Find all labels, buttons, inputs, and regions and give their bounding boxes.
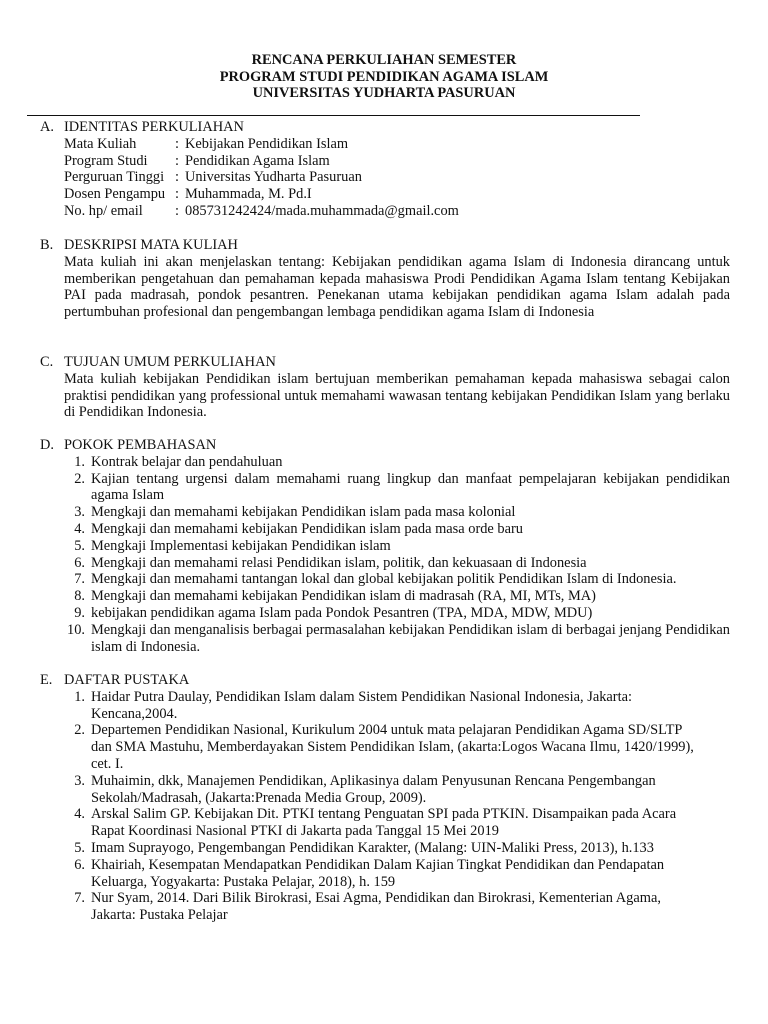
identity-label: Mata Kuliah: [64, 135, 137, 152]
section-letter: B.: [40, 237, 54, 253]
reference-item: [64, 857, 730, 891]
document-header: [0, 52, 768, 102]
section-title: IDENTITAS PERKULIAHAN: [64, 119, 244, 135]
topic-item: [64, 622, 730, 656]
reference-number: 7.: [74, 890, 85, 907]
identity-separator: :: [175, 186, 179, 203]
identity-separator: :: [175, 135, 179, 152]
reference-item: [64, 806, 730, 840]
section-paragraph: Mata kuliah kebijakan Pendidikan islam bertujuan memberikan pemahaman kepada mahasiswa sebagai calon praktisi pendidikan yang professional untuk memahami wawasan tentang kebijakan Pendidikan Islam yang berlaku di Pendidikan Indonesia.: [64, 370, 730, 421]
section-tujuan: [40, 354, 730, 421]
identity-label: Program Studi: [64, 152, 148, 169]
topic-item: [64, 538, 730, 555]
reference-text: Nur Syam, 2014. Dari Bilik Birokrasi, Esai Agma, Pendidikan dan Birokrasi, Kementerian Agama, Jakarta: Pustaka Pelajar: [91, 890, 661, 924]
reference-item: [64, 890, 730, 924]
topic-number: 8.: [74, 588, 85, 605]
identity-row: [64, 186, 730, 203]
topic-item: [64, 471, 730, 505]
topic-text: Mengkaji dan memahami tantangan lokal dan global kebijakan politik Pendidikan Islam di Indonesia.: [91, 571, 677, 588]
references-list: [64, 689, 730, 924]
identity-table: [40, 136, 730, 220]
reference-number: 5.: [74, 839, 85, 856]
reference-item: [64, 689, 730, 723]
section-daftar-pustaka: [40, 672, 730, 924]
topics-list: [64, 454, 730, 656]
topic-number: 3.: [74, 504, 85, 521]
reference-item: [64, 722, 730, 772]
section-pokok-pembahasan: [40, 437, 730, 655]
section-heading: [40, 672, 730, 689]
header-university: UNIVERSITAS YUDHARTA PASURUAN: [252, 85, 516, 102]
reference-number: 4.: [74, 806, 85, 823]
topic-number: 2.: [74, 470, 85, 487]
identity-row: [64, 169, 730, 186]
identity-separator: :: [175, 152, 179, 169]
topic-number: 6.: [74, 554, 85, 571]
identity-row: [64, 136, 730, 153]
topic-text: Mengkaji dan memahami relasi Pendidikan islam, politik, dan kekuasaan di Indonesia: [91, 554, 587, 571]
topic-item: [64, 571, 730, 588]
header-program: PROGRAM STUDI PENDIDIKAN AGAMA ISLAM: [219, 68, 549, 85]
header-title: RENCANA PERKULIAHAN SEMESTER: [251, 52, 517, 68]
topic-number: 5.: [74, 537, 85, 554]
topic-item: [64, 504, 730, 521]
reference-number: 3.: [74, 772, 85, 789]
topic-text: Mengkaji dan memahami kebijakan Pendidikan islam pada masa kolonial: [91, 504, 516, 521]
section-heading: [40, 237, 730, 254]
identity-label: No. hp/ email: [64, 202, 143, 219]
reference-text: Arskal Salim GP. Kebijakan Dit. PTKI tentang Penguatan SPI pada PTKIN. Disampaikan pada Acara Rapat Koordinasi Nasional PTKI di Jakarta pada Tanggal 15 Mei 2019: [91, 806, 677, 840]
reference-number: 2.: [74, 722, 85, 739]
topic-text: Kajian tentang urgensi dalam memahami ruang lingkup dan manfaat pempelajaran kebijakan pendidikan agama Islam: [91, 470, 730, 504]
reference-text: Haidar Putra Daulay, Pendidikan Islam dalam Sistem Pendidikan Nasional Indonesia, Jakarta: Kencana,2004.: [91, 688, 632, 722]
identity-separator: :: [175, 169, 179, 186]
section-title: POKOK PEMBAHASAN: [64, 437, 217, 453]
topic-text: kebijakan pendidikan agama Islam pada Pondok Pesantren (TPA, MDA, MDW, MDU): [91, 604, 593, 621]
topic-text: Kontrak belajar dan pendahuluan: [91, 453, 283, 470]
section-deskripsi: [40, 237, 730, 321]
topic-text: Mengkaji Implementasi kebijakan Pendidikan islam: [91, 537, 391, 554]
header-divider: [27, 115, 640, 116]
topic-item: [64, 555, 730, 572]
identity-separator: :: [175, 202, 179, 219]
section-title: DESKRIPSI MATA KULIAH: [64, 237, 238, 253]
reference-text: Departemen Pendidikan Nasional, Kurikulum 2004 untuk mata pelajaran Pendidikan Agama SD/SLTP dan SMA Mastuhu, Memberdayakan Sistem Pendidikan Islam, (akarta:Logos Wacana Ilmu, 1420/1999), cet. I.: [91, 722, 694, 772]
identity-value: Kebijakan Pendidikan Islam: [185, 135, 349, 152]
identity-value: Universitas Yudharta Pasuruan: [185, 169, 362, 186]
identity-row: [64, 203, 730, 220]
topic-item: [64, 521, 730, 538]
topic-number: 1.: [74, 453, 85, 470]
reference-text: Khairiah, Kesempatan Mendapatkan Pendidikan Dalam Kajian Tingkat Pendidikan dan Pendapatan Keluarga, Yogyakarta: Pustaka Pelajar, 2018), h. 159: [91, 856, 665, 890]
reference-item: [64, 840, 730, 857]
reference-number: 6.: [74, 856, 85, 873]
topic-text: Mengkaji dan menganalisis berbagai permasalahan kebijakan Pendidikan islam di berbagai jenjang Pendidikan islam di Indonesia.: [91, 621, 730, 655]
reference-number: 1.: [74, 688, 85, 705]
reference-text: Muhaimin, dkk, Manajemen Pendidikan, Aplikasinya dalam Penyusunan Rencana Pengembangan Sekolah/Madrasah, (Jakarta:Prenada Media Group, 2009).: [91, 772, 656, 806]
section-letter: D.: [40, 437, 54, 453]
identity-label: Dosen Pengampu: [64, 186, 166, 203]
identity-row: [64, 153, 730, 170]
section-title: TUJUAN UMUM PERKULIAHAN: [64, 354, 276, 370]
identity-value: Pendidikan Agama Islam: [185, 152, 330, 169]
section-title: DAFTAR PUSTAKA: [64, 672, 190, 688]
reference-item: [64, 773, 730, 807]
topic-number: 9.: [74, 604, 85, 621]
topic-number: 4.: [74, 520, 85, 537]
topic-item: [64, 454, 730, 471]
topic-item: [64, 605, 730, 622]
section-heading: [40, 437, 730, 454]
identity-value: Muhammada, M. Pd.I: [185, 186, 312, 203]
section-paragraph: Mata kuliah ini akan menjelaskan tentang: Kebijakan pendidikan agama Islam di Indonesia dirancang untuk memberikan pengetahuan dan pemahaman kepada mahasiswa Prodi Pendidikan Agama Islam tentang Kebijakan PAI pada madrasah, pondok pesantren. Penekanan utama kebijakan pendidikan agama Islam adalah pada pertumbuhan profesional dan pengembangan lembaga pendidikan agama Islam di Indonesia: [64, 253, 730, 321]
section-letter: C.: [40, 354, 54, 370]
topic-number: 10.: [67, 621, 85, 638]
section-heading: [40, 119, 730, 136]
topic-text: Mengkaji dan memahami kebijakan Pendidikan islam di madrasah (RA, MI, MTs, MA): [91, 588, 596, 605]
topic-item: [64, 588, 730, 605]
section-heading: [40, 354, 730, 371]
reference-text: Imam Suprayogo, Pengembangan Pendidikan Karakter, (Malang: UIN-Maliki Press, 2013), h.133: [91, 839, 654, 856]
identity-value: 085731242424/mada.muhammada@gmail.com: [185, 202, 459, 219]
topic-number: 7.: [74, 571, 85, 588]
identity-label: Perguruan Tinggi: [64, 169, 165, 186]
section-letter: E.: [40, 672, 53, 688]
topic-text: Mengkaji dan memahami kebijakan Pendidikan islam pada masa orde baru: [91, 520, 523, 537]
section-letter: A.: [40, 119, 54, 135]
section-identitas: [40, 119, 730, 220]
